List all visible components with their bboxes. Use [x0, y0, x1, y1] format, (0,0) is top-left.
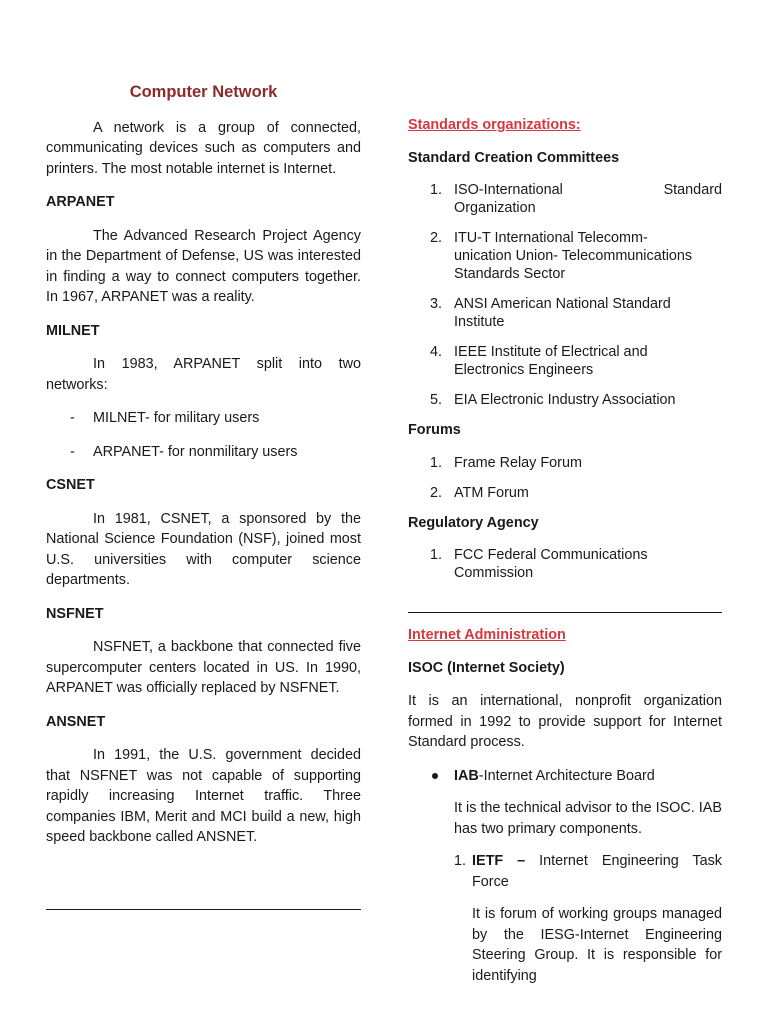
internet-admin-section: [408, 625, 722, 986]
list-item: 2. ATM Forum: [430, 484, 529, 501]
csnet-paragraph: In 1981, CSNET, a sponsored by the National Science Foundation (NSF), joined most U.S. universities with computer science departments.: [46, 510, 361, 588]
ansnet-heading: ANSNET: [46, 713, 106, 730]
ietf-paragraph: It is forum of working groups managed by the IESG-Internet Engineering Steering Group. It is responsible for identifying: [472, 906, 722, 984]
arpanet-paragraph: The Advanced Research Project Agency in the Department of Defense, US was interested in finding a way to connect computers together. In 1967, ARPANET was a reality.: [46, 227, 361, 305]
nsfnet-paragraph: NSFNET, a backbone that connected five supercomputer centers located in US. In 1990, ARPANET was officially replaced by NSFNET.: [46, 639, 361, 696]
list-item: 4. IEEE Institute of Electrical and Electronics Engineers: [430, 344, 648, 378]
list-item: 5. EIA Electronic Industry Association: [430, 392, 676, 408]
ansnet-paragraph: In 1991, the U.S. government decided that NSFNET was not capable of supporting rapidly increasing Internet traffic. Three companies IBM, Merit and MCI build a new, high speed backbone called ANSNET.: [46, 747, 361, 845]
right-column: [408, 115, 722, 593]
regulatory-list: [408, 546, 722, 582]
committees-list: [408, 181, 722, 409]
csnet-heading: CSNET: [46, 477, 95, 493]
isoc-heading: ISOC (Internet Society): [408, 659, 565, 676]
ietf-number: 1.: [454, 853, 467, 869]
intro-paragraph: A network is a group of connected, communicating devices such as computers and printers. The most notable internet is Internet.: [46, 119, 361, 177]
isoc-paragraph: It is an international, nonprofit organization formed in 1992 to provide support for Internet Standard process.: [408, 693, 722, 750]
forums-heading: Forums: [408, 422, 461, 438]
milnet-paragraph: In 1983, ARPANET split into two networks:: [46, 356, 361, 393]
left-divider: [46, 909, 361, 910]
list-item: - ARPANET- for nonmilitary users: [46, 442, 361, 463]
bullet-icon: [432, 773, 438, 779]
regulatory-heading: Regulatory Agency: [408, 514, 539, 531]
iab-bullet: [408, 766, 722, 787]
iab-abbr: IAB: [454, 767, 479, 784]
ietf-label: Internet Engineering Task Force: [472, 853, 722, 890]
list-item: 1. ISO-International Standard Organization: [430, 182, 722, 216]
internet-administration-title: Internet Administration: [408, 627, 566, 643]
ietf-abbr: IETF –: [472, 853, 526, 869]
arpanet-heading: ARPANET: [46, 194, 115, 210]
left-column: [46, 82, 361, 861]
list-item: - MILNET- for military users: [46, 408, 361, 429]
nsfnet-heading: NSFNET: [46, 605, 104, 622]
forums-list: [408, 454, 722, 502]
milnet-split-list: [46, 408, 361, 462]
iab-paragraph: It is the technical advisor to the ISOC. IAB has two primary components.: [454, 800, 722, 837]
list-item: 2. ITU-T International Telecomm- unication Union- Telecommunications Standards Sector: [430, 230, 693, 282]
list-item: 1. Frame Relay Forum: [430, 454, 582, 471]
list-item: 1. FCC Federal Communications Commission: [430, 547, 648, 581]
list-item: 3. ANSI American National Standard Institute: [430, 296, 671, 330]
ietf-item: [408, 851, 722, 892]
page-title: Computer Network: [129, 83, 278, 101]
milnet-heading: MILNET: [46, 322, 100, 339]
iab-label: -Internet Architecture Board: [478, 767, 655, 784]
standards-organizations-title: Standards organizations:: [408, 117, 581, 133]
committees-heading: Standard Creation Committees: [408, 149, 620, 166]
right-divider: [408, 612, 722, 613]
